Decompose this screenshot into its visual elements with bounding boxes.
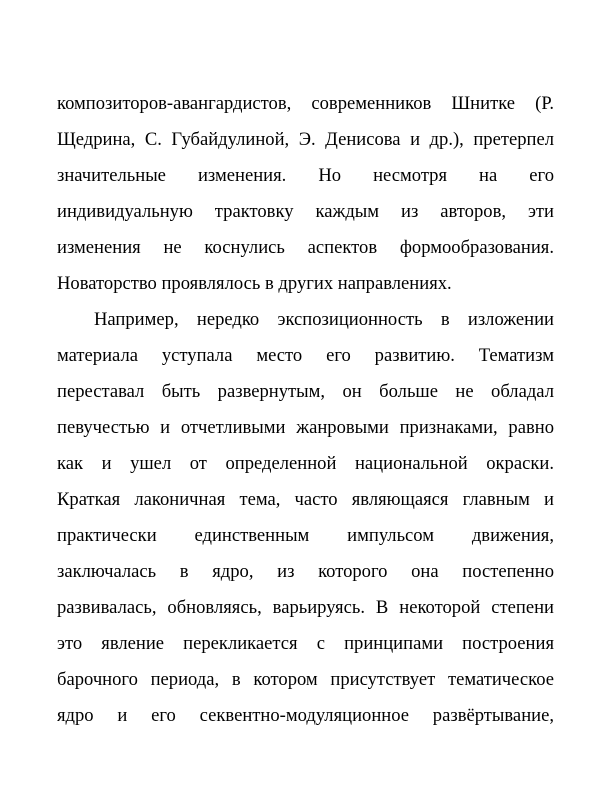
text-line: значительные изменения. Но несмотря на его bbox=[57, 165, 554, 186]
text-line: развивалась, обновляясь, варьируясь. В некоторой степени bbox=[57, 597, 554, 618]
text-line: ядро и его секвентно-модуляционное развёртывание, bbox=[57, 705, 554, 726]
paragraph-1 bbox=[57, 86, 554, 302]
text-line: практически единственным импульсом движения, bbox=[57, 525, 554, 546]
text-line: заключалась в ядро, из которого она постепенно bbox=[57, 561, 554, 582]
text-line: изменения не коснулись аспектов формообразования. bbox=[57, 237, 554, 258]
text-line: Например, нередко экспозиционность в изложении bbox=[94, 309, 554, 330]
text-line: как и ушел от определенной национальной окраски. bbox=[57, 453, 554, 474]
text-line: барочного периода, в котором присутствует тематическое bbox=[57, 669, 554, 690]
text-line: композиторов-авангардистов, современников Шнитке (Р. bbox=[57, 93, 554, 114]
paragraph-2 bbox=[57, 302, 554, 734]
text-line: индивидуальную трактовку каждым из авторов, эти bbox=[57, 201, 554, 222]
text-line: материала уступала место его развитию. Тематизм bbox=[57, 345, 554, 366]
text-line: переставал быть развернутым, он больше не обладал bbox=[57, 381, 554, 402]
body-text bbox=[57, 86, 554, 734]
text-line: Щедрина, С. Губайдулиной, Э. Денисова и др.), претерпел bbox=[57, 129, 554, 150]
text-line: это явление перекликается с принципами построения bbox=[57, 633, 554, 654]
text-line: певучестью и отчетливыми жанровыми признаками, равно bbox=[57, 417, 554, 438]
text-line: Новаторство проявлялось в других направлениях. bbox=[57, 273, 452, 294]
text-line: Краткая лаконичная тема, часто являющаяся главным и bbox=[57, 489, 554, 510]
